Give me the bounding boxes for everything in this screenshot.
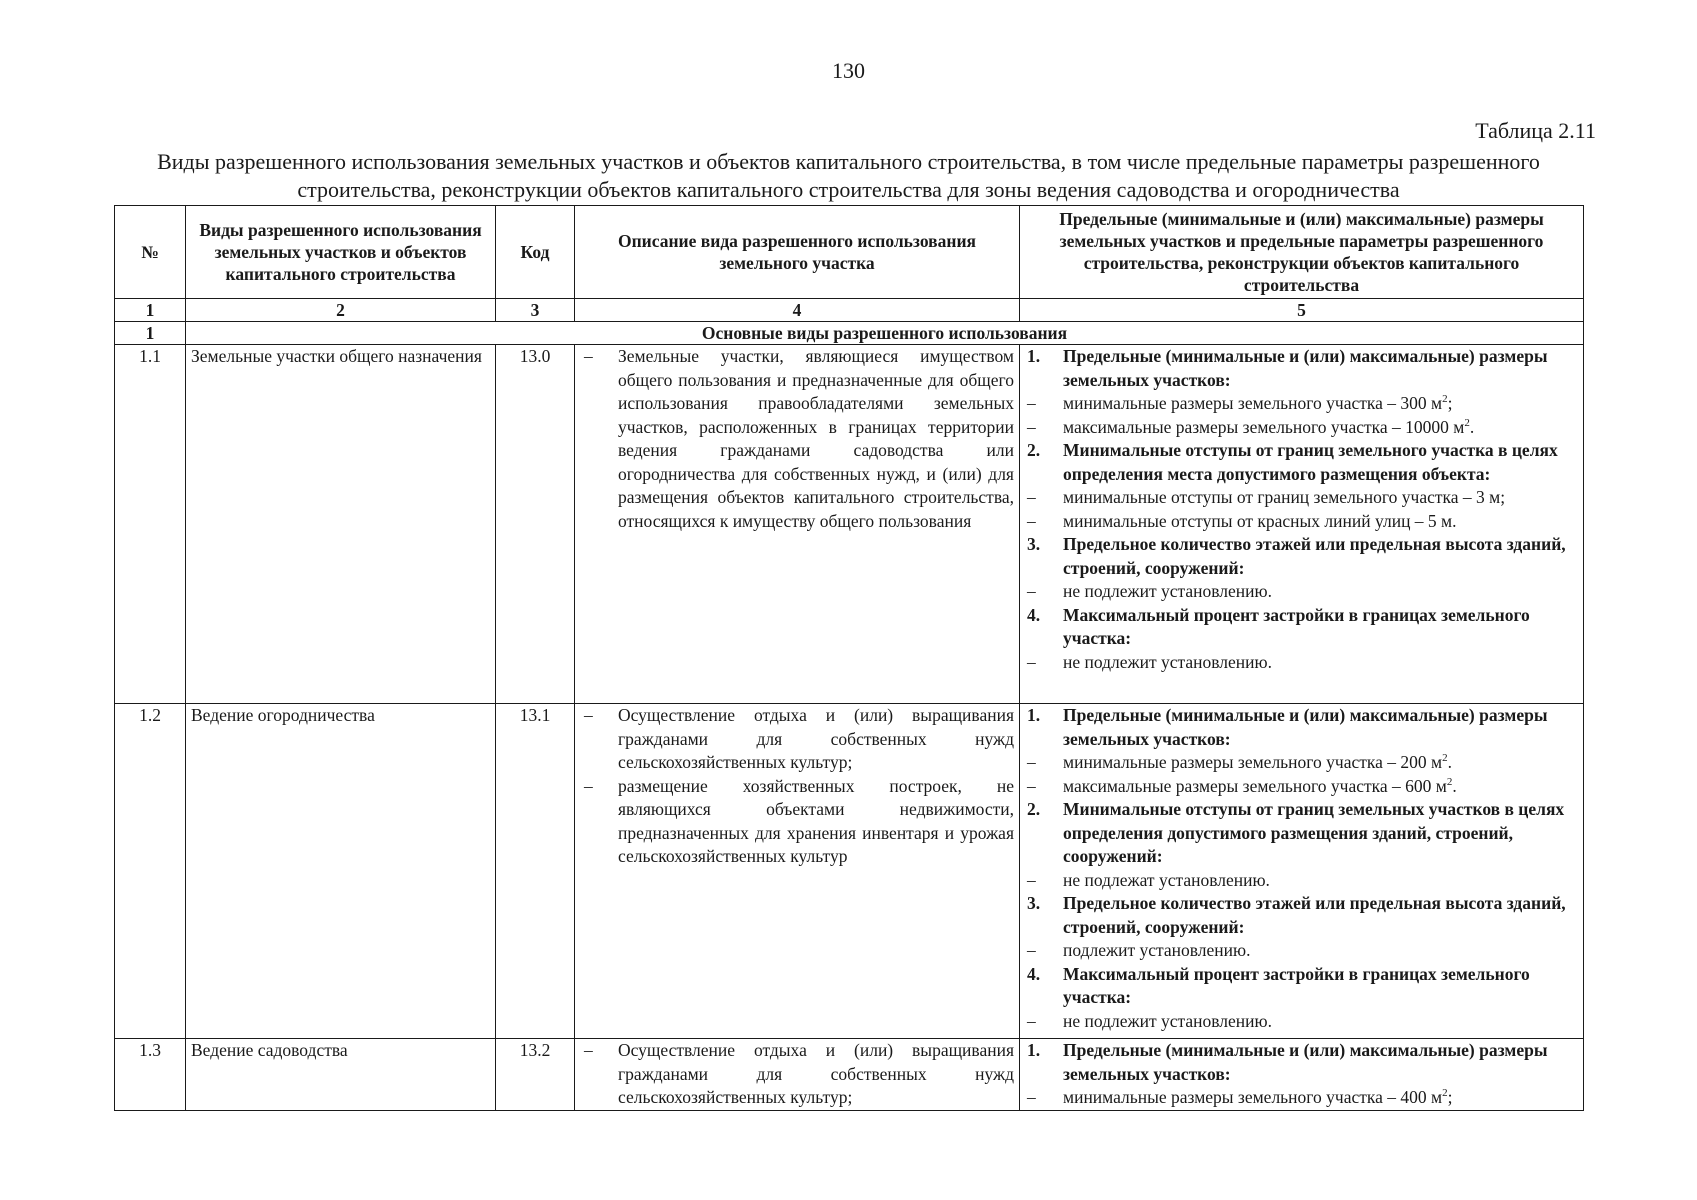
row-use-kind: Ведение садоводства — [186, 1039, 496, 1111]
row-description — [575, 704, 1020, 1039]
parameter-item — [1025, 416, 1578, 440]
parameter-heading — [1025, 798, 1578, 869]
parameter-tail: ; — [1447, 393, 1453, 413]
header-code: Код — [496, 206, 575, 299]
parameter-text: Минимальные отступы от границ земельного участка в целях определения места допустимого размещения объекта: — [1063, 440, 1558, 484]
parameter-heading — [1025, 345, 1578, 392]
row-parameters — [1020, 704, 1584, 1039]
column-number: 3 — [496, 299, 575, 322]
parameter-heading — [1025, 533, 1578, 580]
description-item — [580, 704, 1014, 775]
unit-superscript: 2 — [1464, 416, 1470, 429]
parameter-text: минимальные размеры земельного участка – 400 м — [1063, 1087, 1443, 1107]
parameter-item — [1025, 392, 1578, 416]
parameter-text: Минимальные отступы от границ земельных участков в целях определения допустимого размещения зданий, строений, сооружений: — [1063, 799, 1565, 866]
parameter-text: Максимальный процент застройки в границах земельного участка: — [1063, 604, 1530, 648]
description-text: Земельные участки, являющиеся имуществом общего пользования и предназначенные для общего использования правообладателями земельных участков, расположенных в границах территории ведения гражданами садоводства или огородничества для собственных нужд, и (или) для размещения объектов капитального строительства, относящихся к имуществу общего пользования — [618, 346, 1014, 531]
page-number: 130 — [832, 58, 865, 83]
parameter-text: минимальные размеры земельного участка – 200 м — [1063, 752, 1443, 772]
land-use-table — [114, 205, 1584, 1111]
column-number: 1 — [115, 299, 186, 322]
parameter-text: минимальные отступы от красных линий улиц – 5 м. — [1063, 510, 1457, 531]
parameter-text: не подлежит установлению. — [1063, 581, 1272, 601]
number-marker: 2. — [1027, 799, 1041, 819]
dash-marker: – — [1027, 487, 1036, 507]
column-number-row — [115, 299, 1584, 322]
number-marker: 3. — [1027, 534, 1041, 554]
header-use-kind: Виды разрешенного использования земельных участков и объектов капитального строительства — [186, 206, 496, 299]
description-text: Осуществление отдыха и (или) выращивания гражданами для собственных нужд сельскохозяйственных культур; — [618, 705, 1014, 772]
parameter-text: Предельные (минимальные и (или) максимальные) размеры земельных участков: — [1063, 1040, 1548, 1084]
row-description — [575, 345, 1020, 704]
parameter-item — [1025, 939, 1578, 963]
description-list — [580, 704, 1014, 869]
unit-superscript: 2 — [1442, 752, 1448, 765]
header-parameters: Предельные (минимальные и (или) максимальные) размеры земельных участков и предельные параметры разрешенного строительства, реконструкции объектов капитального строительства — [1020, 206, 1584, 299]
row-parameters — [1020, 1039, 1584, 1111]
number-marker: 2. — [1027, 440, 1041, 460]
description-text: Осуществление отдыха и (или) выращивания гражданами для собственных нужд сельскохозяйственных культур; — [618, 1040, 1014, 1107]
number-marker: 4. — [1027, 604, 1041, 625]
number-marker: 4. — [1027, 963, 1041, 984]
table-title: Виды разрешенного использования земельных участков и объектов капитального строительства, в том числе предельные параметры разрешенного строительства, реконструкции объектов капитального строительства для зоны ведения садоводства и огородничества — [157, 149, 1540, 202]
parameter-text: Предельное количество этажей или предельная высота зданий, строений, сооружений: — [1063, 893, 1566, 937]
unit-superscript: 2 — [1446, 775, 1453, 788]
row-code: 13.2 — [496, 1039, 575, 1111]
parameter-text: минимальные размеры земельного участка – 300 м — [1063, 393, 1443, 413]
dash-marker: – — [1027, 775, 1036, 796]
parameter-text: Предельные (минимальные и (или) максимальные) размеры земельных участков: — [1063, 346, 1548, 390]
parameter-tail: . — [1469, 416, 1475, 437]
unit-superscript: 2 — [1442, 1087, 1448, 1100]
parameter-text: максимальные размеры земельного участка – 10000 м — [1063, 416, 1465, 437]
parameter-tail: . — [1447, 752, 1452, 772]
description-item — [580, 345, 1014, 533]
row-parameters — [1020, 345, 1584, 704]
description-list — [580, 1039, 1014, 1110]
parameter-text: минимальные отступы от границ земельного участка – 3 м; — [1063, 487, 1506, 507]
dash-marker: – — [1027, 393, 1036, 413]
parameter-heading — [1025, 439, 1578, 486]
parameter-heading — [1025, 892, 1578, 939]
table-row — [115, 1039, 1584, 1111]
parameter-text: не подлежит установлению. — [1063, 1010, 1272, 1031]
parameter-text: Предельное количество этажей или предельная высота зданий, строений, сооружений: — [1063, 534, 1566, 578]
parameter-heading — [1025, 604, 1578, 651]
parameter-item — [1025, 651, 1578, 675]
row-code: 13.1 — [496, 704, 575, 1039]
parameter-text: подлежит установлению. — [1063, 940, 1251, 960]
description-item — [580, 775, 1014, 869]
description-text: размещение хозяйственных построек, не являющихся объектами недвижимости, предназначенных для хранения инвентаря и урожая сельскохозяйственных культур — [618, 775, 1014, 866]
section-label: Основные виды разрешенного использования — [186, 322, 1584, 345]
parameter-list — [1025, 345, 1578, 674]
dash-marker: – — [1027, 752, 1036, 772]
parameter-heading — [1025, 704, 1578, 751]
parameter-item — [1025, 580, 1578, 604]
row-number: 1.2 — [115, 704, 186, 1039]
parameter-text: не подлежит установлению. — [1063, 651, 1272, 672]
parameter-text: максимальные размеры земельного участка – 600 м — [1063, 775, 1447, 796]
parameter-text: Предельные (минимальные и (или) максимальные) размеры земельных участков: — [1063, 705, 1548, 749]
unit-superscript: 2 — [1442, 393, 1448, 406]
row-number: 1.1 — [115, 345, 186, 704]
number-marker: 1. — [1027, 705, 1041, 725]
dash-marker: – — [1027, 581, 1036, 601]
dash-marker: – — [584, 775, 593, 796]
parameter-item — [1025, 1086, 1578, 1110]
table-row — [115, 345, 1584, 704]
header-description: Описание вида разрешенного использования земельного участка — [575, 206, 1020, 299]
column-number: 5 — [1020, 299, 1584, 322]
row-code: 13.0 — [496, 345, 575, 704]
dash-marker: – — [1027, 869, 1036, 890]
row-use-kind: Ведение огородничества — [186, 704, 496, 1039]
parameter-item — [1025, 510, 1578, 534]
parameter-item — [1025, 869, 1578, 893]
parameter-list — [1025, 704, 1578, 1033]
dash-marker: – — [1027, 510, 1036, 531]
parameter-item — [1025, 775, 1578, 799]
parameter-text: Максимальный процент застройки в границах земельного участка: — [1063, 963, 1530, 1007]
dash-marker: – — [584, 705, 593, 725]
dash-marker: – — [1027, 651, 1036, 672]
parameter-list — [1025, 1039, 1578, 1110]
dash-marker: – — [1027, 1087, 1036, 1107]
parameter-heading — [1025, 1039, 1578, 1086]
row-use-kind: Земельные участки общего назначения — [186, 345, 496, 704]
parameter-tail: . — [1452, 775, 1457, 796]
dash-marker: – — [1027, 416, 1036, 437]
description-list — [580, 345, 1014, 533]
parameter-item — [1025, 751, 1578, 775]
section-row — [115, 322, 1584, 345]
table-label: Таблица 2.11 — [1475, 118, 1596, 143]
parameter-text: не подлежат установлению. — [1063, 869, 1270, 890]
description-item — [580, 1039, 1014, 1110]
header-number: № — [115, 206, 186, 299]
dash-marker: – — [584, 346, 593, 366]
column-number: 4 — [575, 299, 1020, 322]
dash-marker: – — [1027, 1010, 1036, 1031]
parameter-tail: ; — [1447, 1087, 1453, 1107]
dash-marker: – — [1027, 940, 1036, 960]
parameter-item — [1025, 486, 1578, 510]
number-marker: 3. — [1027, 893, 1041, 913]
dash-marker: – — [584, 1040, 593, 1060]
number-marker: 1. — [1027, 1040, 1041, 1060]
table-row — [115, 704, 1584, 1039]
parameter-item — [1025, 1010, 1578, 1034]
header-row — [115, 206, 1584, 299]
number-marker: 1. — [1027, 346, 1041, 366]
section-number: 1 — [115, 322, 186, 345]
row-description — [575, 1039, 1020, 1111]
row-number: 1.3 — [115, 1039, 186, 1111]
parameter-heading — [1025, 963, 1578, 1010]
column-number: 2 — [186, 299, 496, 322]
